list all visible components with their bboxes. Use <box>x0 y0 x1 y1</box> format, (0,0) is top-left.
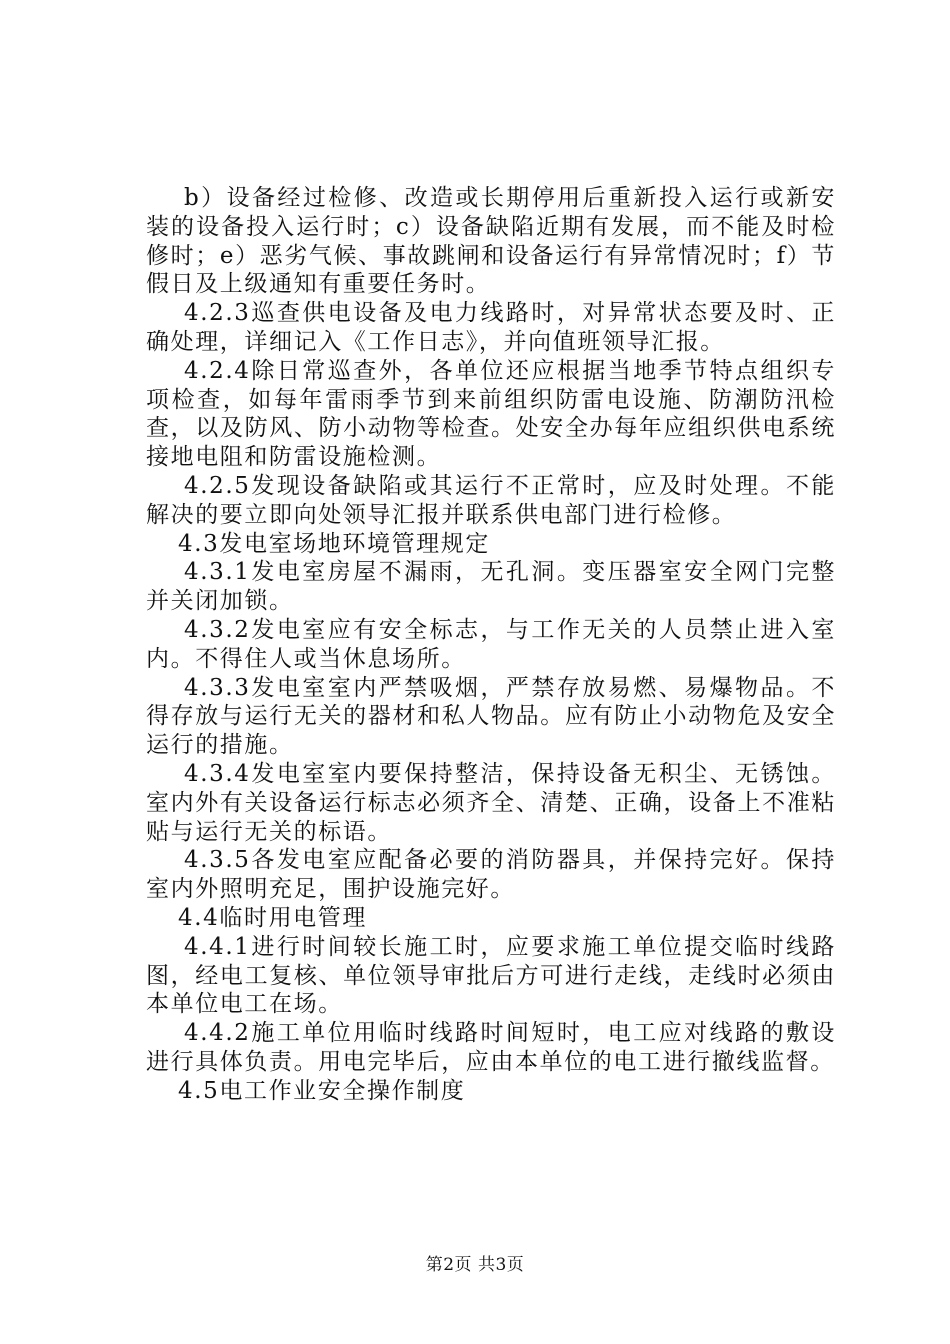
paragraph-inspection-conditions: b）设备经过检修、改造或长期停用后重新投入运行或新安装的设备投入运行时；c）设备缺陷近期有发展，而不能及时检修时；e）恶劣气候、事故跳闸和设备运行有异常情况时；f）节假日及上级通知有重要任务时。 <box>146 185 836 298</box>
paragraph-4-4-2: 4.4.2施工单位用临时线路时间短时，电工应对线路的敷设进行具体负责。用电完毕后，应由本单位的电工进行撤线监督。 <box>146 1020 836 1075</box>
section-heading-4-4: 4.4临时用电管理 <box>178 904 367 931</box>
paragraph-4-4-1: 4.4.1进行时间较长施工时，应要求施工单位提交临时线路图，经电工复核、单位领导审批后方可进行走线，走线时必须由本单位电工在场。 <box>146 933 836 1018</box>
paragraph-4-3-1: 4.3.1发电室房屋不漏雨，无孔洞。变压器室安全网门完整并关闭加锁。 <box>146 559 836 615</box>
paragraph-4-2-4: 4.2.4除日常巡查外，各单位还应根据当地季节特点组织专项检查，如每年雷雨季节到来前组织防雷电设施、防潮防汛检查，以及防风、防小动物等检查。处安全办每年应组织供电系统接地电阻和防雷设施检测。 <box>146 357 836 471</box>
paragraph-4-3-4: 4.3.4发电室室内要保持整洁，保持设备无积尘、无锈蚀。室内外有关设备运行标志必须齐全、清楚、正确，设备上不准粘贴与运行无关的标语。 <box>146 760 836 845</box>
paragraph-4-3-2: 4.3.2发电室应有安全标志，与工作无关的人员禁止进入室内。不得住人或当休息场所。 <box>146 616 836 672</box>
page-number-footer: 第2页 共3页 <box>425 1255 525 1275</box>
paragraph-4-3-3: 4.3.3发电室室内严禁吸烟，严禁存放易燃、易爆物品。不得存放与运行无关的器材和私人物品。应有防止小动物危及安全运行的措施。 <box>146 674 836 759</box>
paragraph-4-3-5: 4.3.5各发电室应配备必要的消防器具，并保持完好。保持室内外照明充足，围护设施完好。 <box>146 847 836 903</box>
document-body <box>146 184 836 1106</box>
paragraph-4-2-5: 4.2.5发现设备缺陷或其运行不正常时，应及时处理。不能解决的要立即向处领导汇报并联系供电部门进行检修。 <box>146 472 836 528</box>
paragraph-4-2-3: 4.2.3巡查供电设备及电力线路时，对异常状态要及时、正确处理，详细记入《工作日志》，并向值班领导汇报。 <box>146 300 836 355</box>
section-heading-4-5: 4.5电工作业安全操作制度 <box>178 1077 466 1104</box>
section-heading-4-3: 4.3发电室场地环境管理规定 <box>178 530 490 557</box>
